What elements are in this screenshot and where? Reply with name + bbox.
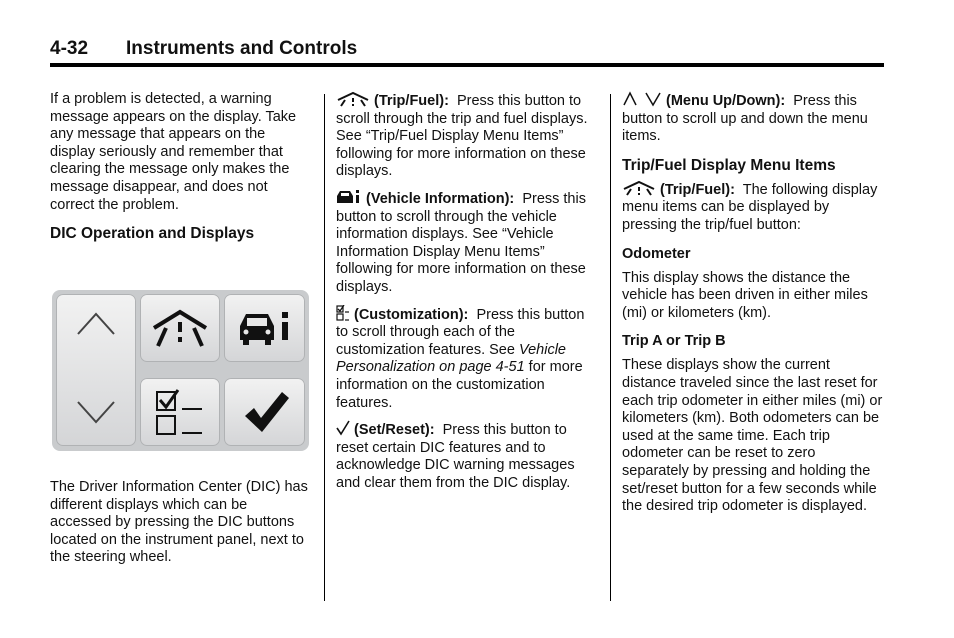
column-divider-2 [610,94,611,601]
trip-fuel-label: (Trip/Fuel): [374,93,449,109]
trip-fuel-button [140,294,220,362]
vehicle-info-icon [336,189,362,205]
set-reset-button [224,378,305,446]
customization-text-a: Press this button to scroll through each of the customization features. See [336,306,585,358]
set-reset-text: Press this button to reset certain DIC features and to acknowledge DIC warning messages and clear them from the DIC display. [336,422,575,491]
customization-icon [336,305,350,321]
dic-intro-paragraph: The Driver Information Center (DIC) has different displays which can be accessed by pressing the DIC buttons located on the instrument panel, next to the steering wheel. [50,479,308,566]
column-1-lower [50,479,312,567]
column-3 [622,91,886,516]
customization-label: (Customization): [354,306,469,323]
vehicle-info-icon [236,308,296,348]
trip-ab-heading: Trip A or Trip B [622,333,726,350]
set-reset-label: (Set/Reset): [354,422,435,439]
trip-fuel-menu-item [622,180,886,235]
header-rule [50,63,884,67]
trip-fuel-icon [152,306,208,350]
menu-up-down-text: Press this button to scroll up and down the menu items. [622,93,868,145]
trip-fuel-icon [622,180,656,196]
dic-heading: DIC Operation and Displays [50,225,255,243]
trip-fuel-menu-label: (Trip/Fuel): [660,181,735,198]
chevron-down-icon [76,400,116,424]
page-header [50,38,884,66]
column-divider-1 [324,94,325,601]
trip-fuel-icon [336,91,370,107]
customization-button [140,378,220,446]
trip-fuel-menu-text: The following display menu items can be displayed by pressing the trip/fuel button: [622,181,878,233]
odometer-text: This display shows the distance the vehicle has been driven in either miles (mi) or kilometers (km). [622,269,868,321]
column-1 [50,91,312,243]
customization-icon [154,388,208,438]
customization-text-b: for more information on the customization features. [336,359,583,411]
trip-fuel-item [336,91,598,181]
vehicle-info-item [336,189,598,297]
customization-item [336,305,598,413]
menu-up-down-item [622,91,886,146]
section-title: Instruments and Controls [126,38,358,59]
trip-fuel-text: Press this button to scroll through the trip and fuel displays. See “Trip/Fuel Display Menu Items” following for more information on these displays. [336,93,588,180]
menu-up-down-button [56,294,136,446]
vehicle-info-text: Press this button to scroll through the vehicle information displays. See “Vehicle Information Display Menu Items” following for more information on these displays. [336,190,586,295]
chevron-up-icon [76,312,116,336]
checkmark-icon [336,420,350,436]
column-2 [336,91,598,492]
trip-fuel-menu-heading: Trip/Fuel Display Menu Items [622,156,836,174]
odometer-heading: Odometer [622,245,691,262]
vehicle-info-label: (Vehicle Information): [366,190,515,207]
dic-button-panel [52,290,309,451]
menu-up-down-label: (Menu Up/Down): [666,93,786,109]
vehicle-info-button [224,294,305,362]
checkmark-icon [242,388,292,436]
warning-paragraph: If a problem is detected, a warning message appears on the display. Take any message that appears on the display seriously and remember that clearing the message only makes the message disappear, and does not correct the problem. [50,91,297,213]
chevron-up-down-icon [622,91,662,107]
page-number: 4-32 [50,38,89,59]
trip-ab-text: These displays show the current distance traveled since the last reset for each trip odometer in either miles (mi) or kilometers (km). Both odometers can be used at the same time. Each trip odometer can be reset to zero separately by pressing and holding the set/reset button for a few seconds while the desired trip odometer is displayed. [622,357,883,515]
set-reset-item [336,420,598,492]
vehicle-personalization-link[interactable]: Vehicle Personalization on page 4-51 [336,341,566,376]
